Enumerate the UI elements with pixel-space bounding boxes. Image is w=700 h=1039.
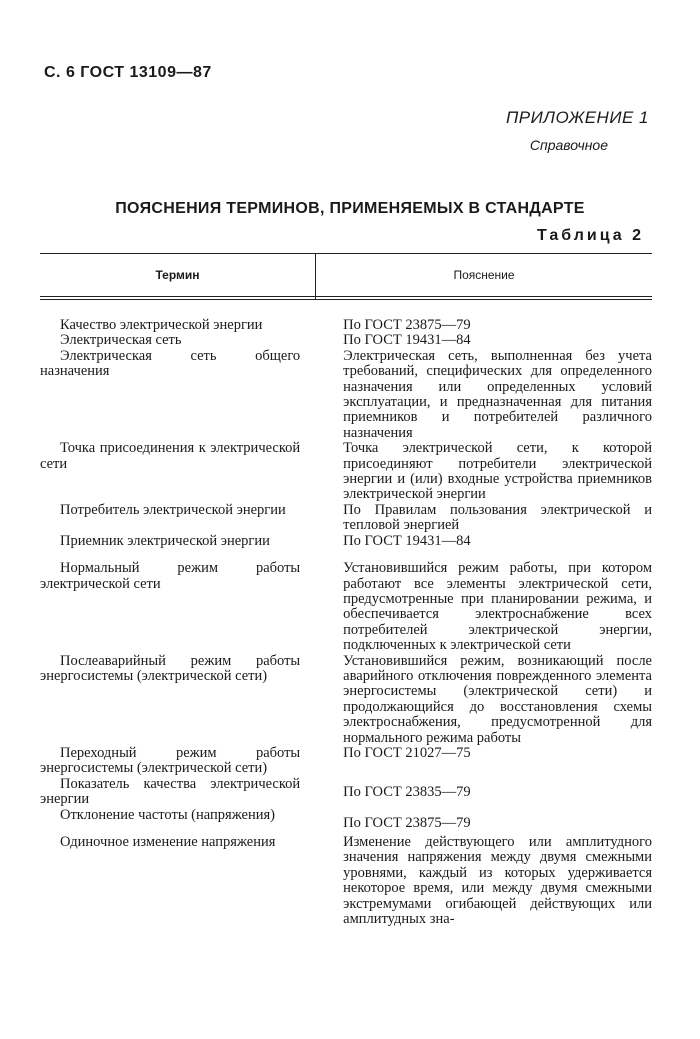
- explanation-cell: Изменение действующего или амплитудного значения напряжения между двумя смежными уровнями, каждый из которых удерживается некоторое время, или между двумя смежными экстремумами огибающей действующих или амплитудных зна-: [343, 834, 652, 928]
- appendix-title: ПРИЛОЖЕНИЕ 1: [505, 108, 649, 127]
- header-rule-double: [40, 299, 652, 300]
- explanation-cell: По Правилам пользования электрической и тепловой энергией: [343, 501, 652, 534]
- explanation-cell: Установившийся режим, возникающий после аварийного отключения поврежденного элемента энергосистемы (электрической сети) и продолжающийся до восстановления схемы электроснабжения, предусмотренной для нормального режима работы: [343, 652, 652, 746]
- explanation-cell: По ГОСТ 23875—79: [343, 814, 471, 831]
- term-cell: Показатель качества электрической энергии: [40, 775, 301, 808]
- table-row: [40, 349, 652, 441]
- explanation-cell: По ГОСТ 21027—75: [343, 744, 471, 761]
- table-top-rule: [40, 253, 652, 254]
- document-heading: ПОЯСНЕНИЯ ТЕРМИНОВ, ПРИМЕНЯЕМЫХ В СТАНДАРТЕ: [115, 200, 585, 217]
- column-header-term: Термин: [155, 268, 200, 282]
- table-row: [40, 777, 652, 808]
- term-cell: Послеаварийный режим работы энергосистемы (электрической сети): [40, 652, 301, 684]
- page-header: С. 6 ГОСТ 13109—87: [44, 64, 212, 81]
- terms-table-body: [40, 318, 652, 927]
- explanation-cell: По ГОСТ 23875—79: [343, 317, 471, 333]
- term-cell: Одиночное изменение напряжения: [60, 834, 276, 850]
- table-row: [40, 746, 652, 777]
- term-cell: Электрическая сеть: [60, 332, 182, 349]
- table-row: [40, 561, 652, 653]
- table-row: [40, 318, 652, 333]
- term-cell: Точка присоединения к электрической сети: [40, 440, 301, 472]
- term-cell: Качество электрической энергии: [60, 317, 263, 333]
- term-cell: Переходный режим работы энергосистемы (электрической сети): [40, 744, 301, 777]
- header-rule: [40, 296, 652, 297]
- term-cell: Приемник электрической энергии: [60, 532, 270, 549]
- term-cell: Нормальный режим работы электрической сети: [40, 560, 301, 592]
- explanation-cell: Электрическая сеть, выполненная без учета требований, специфических для определенного назначения или определенных условий эксплуатации, и предназначенная для питания приемников и потребителей различного назначения: [343, 347, 652, 441]
- table-row: [40, 333, 652, 348]
- column-header-explanation: Пояснение: [453, 268, 515, 282]
- table-label: Таблица 2: [536, 227, 644, 244]
- term-cell: Отклонение частоты (напряжения): [60, 806, 275, 823]
- explanation-cell: По ГОСТ 19431—84: [343, 532, 471, 549]
- table-row: [40, 808, 652, 831]
- table-row: [40, 503, 652, 534]
- appendix-subtitle: Справочное: [529, 137, 608, 153]
- explanation-cell: По ГОСТ 19431—84: [343, 332, 471, 349]
- term-cell: Электрическая сеть общего назначения: [40, 347, 301, 380]
- table-row: [40, 441, 652, 503]
- table-row: [40, 835, 652, 927]
- table-row: [40, 654, 652, 746]
- term-cell: Потребитель электрической энергии: [60, 501, 286, 518]
- explanation-cell: По ГОСТ 23835—79: [343, 783, 471, 800]
- table-row: [40, 534, 652, 549]
- explanation-cell: Точка электрической сети, к которой присоединяют потребители электрической энергии и (или) входные устройства приемников электрической энергии: [343, 440, 652, 503]
- explanation-cell: Установившийся режим работы, при котором работают все элементы электрической сети, предусмотренные при планировании режима, и обеспечивается электроснабжение всех потребителей электрической энергии, подключенных к электрической сети: [343, 560, 652, 654]
